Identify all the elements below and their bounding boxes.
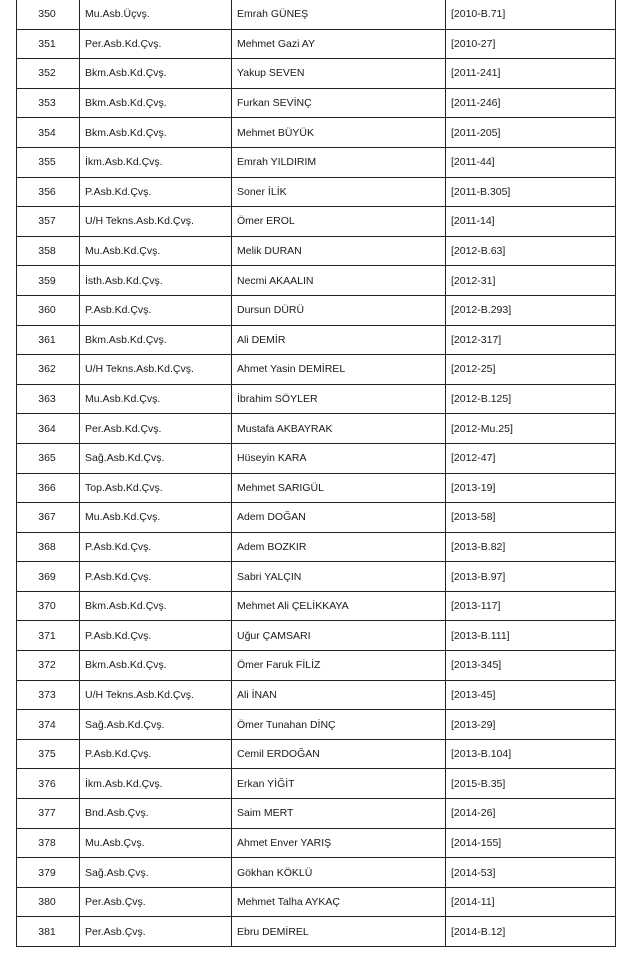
name-cell: Mehmet Talha AYKAÇ	[232, 887, 446, 917]
registry-code-cell: [2012-31]	[446, 266, 616, 296]
registry-code-cell: [2013-19]	[446, 473, 616, 503]
name-cell: Necmi AKAALIN	[232, 266, 446, 296]
row-number-cell: 368	[17, 532, 80, 562]
row-number-cell: 366	[17, 473, 80, 503]
registry-code-cell: [2014-26]	[446, 799, 616, 829]
table-row	[17, 473, 616, 503]
table-row	[17, 858, 616, 888]
name-cell: Ömer Faruk FİLİZ	[232, 651, 446, 681]
registry-code-cell: [2012-Mu.25]	[446, 414, 616, 444]
row-number-cell: 357	[17, 207, 80, 237]
row-number-cell: 370	[17, 591, 80, 621]
row-number-cell: 364	[17, 414, 80, 444]
row-number-cell: 381	[17, 917, 80, 947]
rank-cell: İkm.Asb.Kd.Çvş.	[80, 147, 232, 177]
registry-code-cell: [2014-B.12]	[446, 917, 616, 947]
row-number-cell: 379	[17, 858, 80, 888]
row-number-cell: 356	[17, 177, 80, 207]
name-cell: Mehmet SARIGÜL	[232, 473, 446, 503]
personnel-list-page	[16, 0, 600, 947]
table-row	[17, 769, 616, 799]
name-cell: Ahmet Yasin DEMİREL	[232, 355, 446, 385]
name-cell: İbrahim SÖYLER	[232, 384, 446, 414]
rank-cell: Per.Asb.Kd.Çvş.	[80, 414, 232, 444]
row-number-cell: 372	[17, 651, 80, 681]
rank-cell: P.Asb.Kd.Çvş.	[80, 562, 232, 592]
name-cell: Dursun DÜRÜ	[232, 295, 446, 325]
rank-cell: Bkm.Asb.Kd.Çvş.	[80, 118, 232, 148]
rank-cell: Bkm.Asb.Kd.Çvş.	[80, 325, 232, 355]
registry-code-cell: [2013-117]	[446, 591, 616, 621]
table-row	[17, 651, 616, 681]
registry-code-cell: [2010-B.71]	[446, 0, 616, 29]
name-cell: Uğur ÇAMSARI	[232, 621, 446, 651]
table-row	[17, 177, 616, 207]
rank-cell: U/H Tekns.Asb.Kd.Çvş.	[80, 355, 232, 385]
rank-cell: Per.Asb.Çvş.	[80, 917, 232, 947]
rank-cell: İkm.Asb.Kd.Çvş.	[80, 769, 232, 799]
rank-cell: U/H Tekns.Asb.Kd.Çvş.	[80, 207, 232, 237]
rank-cell: Sağ.Asb.Çvş.	[80, 858, 232, 888]
table-row	[17, 384, 616, 414]
table-row	[17, 710, 616, 740]
name-cell: Ebru DEMİREL	[232, 917, 446, 947]
table-row	[17, 562, 616, 592]
name-cell: Ömer EROL	[232, 207, 446, 237]
registry-code-cell: [2013-29]	[446, 710, 616, 740]
table-row	[17, 88, 616, 118]
registry-code-cell: [2012-B.125]	[446, 384, 616, 414]
row-number-cell: 378	[17, 828, 80, 858]
name-cell: Emrah YILDIRIM	[232, 147, 446, 177]
table-row	[17, 828, 616, 858]
table-row	[17, 236, 616, 266]
registry-code-cell: [2012-B.63]	[446, 236, 616, 266]
registry-code-cell: [2015-B.35]	[446, 769, 616, 799]
row-number-cell: 369	[17, 562, 80, 592]
table-row	[17, 207, 616, 237]
registry-code-cell: [2011-B.305]	[446, 177, 616, 207]
registry-code-cell: [2014-53]	[446, 858, 616, 888]
rank-cell: U/H Tekns.Asb.Kd.Çvş.	[80, 680, 232, 710]
row-number-cell: 361	[17, 325, 80, 355]
row-number-cell: 352	[17, 59, 80, 89]
table-row	[17, 355, 616, 385]
name-cell: Mehmet BÜYÜK	[232, 118, 446, 148]
rank-cell: Per.Asb.Kd.Çvş.	[80, 29, 232, 59]
name-cell: Yakup SEVEN	[232, 59, 446, 89]
rank-cell: P.Asb.Kd.Çvş.	[80, 621, 232, 651]
name-cell: Ömer Tunahan DİNÇ	[232, 710, 446, 740]
name-cell: Furkan SEVİNÇ	[232, 88, 446, 118]
row-number-cell: 373	[17, 680, 80, 710]
name-cell: Adem BOZKIR	[232, 532, 446, 562]
name-cell: Melik DURAN	[232, 236, 446, 266]
registry-code-cell: [2012-317]	[446, 325, 616, 355]
table-row	[17, 414, 616, 444]
rank-cell: Per.Asb.Çvş.	[80, 887, 232, 917]
rank-cell: Mu.Asb.Kd.Çvş.	[80, 503, 232, 533]
registry-code-cell: [2011-246]	[446, 88, 616, 118]
name-cell: Ahmet Enver YARIŞ	[232, 828, 446, 858]
registry-code-cell: [2011-241]	[446, 59, 616, 89]
rank-cell: Sağ.Asb.Kd.Çvş.	[80, 710, 232, 740]
table-row	[17, 443, 616, 473]
table-row	[17, 266, 616, 296]
registry-code-cell: [2013-B.82]	[446, 532, 616, 562]
name-cell: Adem DOĞAN	[232, 503, 446, 533]
row-number-cell: 371	[17, 621, 80, 651]
name-cell: Gökhan KÖKLÜ	[232, 858, 446, 888]
registry-code-cell: [2014-155]	[446, 828, 616, 858]
registry-code-cell: [2012-25]	[446, 355, 616, 385]
row-number-cell: 365	[17, 443, 80, 473]
table-row	[17, 325, 616, 355]
rank-cell: Top.Asb.Kd.Çvş.	[80, 473, 232, 503]
name-cell: Mustafa AKBAYRAK	[232, 414, 446, 444]
table-row	[17, 887, 616, 917]
name-cell: Ali DEMİR	[232, 325, 446, 355]
name-cell: Hüseyin KARA	[232, 443, 446, 473]
registry-code-cell: [2011-14]	[446, 207, 616, 237]
row-number-cell: 375	[17, 739, 80, 769]
rank-cell: P.Asb.Kd.Çvş.	[80, 295, 232, 325]
name-cell: Saim MERT	[232, 799, 446, 829]
table-row	[17, 503, 616, 533]
name-cell: Erkan YİĞİT	[232, 769, 446, 799]
table-row	[17, 621, 616, 651]
row-number-cell: 376	[17, 769, 80, 799]
rank-cell: Bkm.Asb.Kd.Çvş.	[80, 59, 232, 89]
rank-cell: İsth.Asb.Kd.Çvş.	[80, 266, 232, 296]
rank-cell: P.Asb.Kd.Çvş.	[80, 739, 232, 769]
table-row	[17, 147, 616, 177]
rank-cell: Bkm.Asb.Kd.Çvş.	[80, 88, 232, 118]
row-number-cell: 355	[17, 147, 80, 177]
name-cell: Emrah GÜNEŞ	[232, 0, 446, 29]
registry-code-cell: [2014-11]	[446, 887, 616, 917]
registry-code-cell: [2010-27]	[446, 29, 616, 59]
rank-cell: Mu.Asb.Kd.Çvş.	[80, 236, 232, 266]
rank-cell: P.Asb.Kd.Çvş.	[80, 532, 232, 562]
table-row	[17, 118, 616, 148]
rank-cell: P.Asb.Kd.Çvş.	[80, 177, 232, 207]
name-cell: Sabri YALÇIN	[232, 562, 446, 592]
registry-code-cell: [2013-345]	[446, 651, 616, 681]
rank-cell: Mu.Asb.Üçvş.	[80, 0, 232, 29]
row-number-cell: 377	[17, 799, 80, 829]
table-row	[17, 680, 616, 710]
table-row	[17, 917, 616, 947]
registry-code-cell: [2013-58]	[446, 503, 616, 533]
registry-code-cell: [2013-45]	[446, 680, 616, 710]
row-number-cell: 374	[17, 710, 80, 740]
registry-code-cell: [2012-47]	[446, 443, 616, 473]
row-number-cell: 380	[17, 887, 80, 917]
table-row	[17, 295, 616, 325]
table-row	[17, 0, 616, 29]
row-number-cell: 351	[17, 29, 80, 59]
rank-cell: Bnd.Asb.Çvş.	[80, 799, 232, 829]
name-cell: Ali İNAN	[232, 680, 446, 710]
row-number-cell: 350	[17, 0, 80, 29]
table-row	[17, 59, 616, 89]
table-row	[17, 532, 616, 562]
row-number-cell: 363	[17, 384, 80, 414]
registry-code-cell: [2011-205]	[446, 118, 616, 148]
name-cell: Mehmet Ali ÇELİKKAYA	[232, 591, 446, 621]
name-cell: Cemil ERDOĞAN	[232, 739, 446, 769]
registry-code-cell: [2013-B.111]	[446, 621, 616, 651]
row-number-cell: 354	[17, 118, 80, 148]
registry-code-cell: [2013-B.97]	[446, 562, 616, 592]
row-number-cell: 367	[17, 503, 80, 533]
registry-code-cell: [2012-B.293]	[446, 295, 616, 325]
table-row	[17, 799, 616, 829]
row-number-cell: 360	[17, 295, 80, 325]
table-row	[17, 29, 616, 59]
name-cell: Soner İLİK	[232, 177, 446, 207]
name-cell: Mehmet Gazi AY	[232, 29, 446, 59]
table-row	[17, 739, 616, 769]
row-number-cell: 359	[17, 266, 80, 296]
rank-cell: Sağ.Asb.Kd.Çvş.	[80, 443, 232, 473]
row-number-cell: 362	[17, 355, 80, 385]
personnel-table	[16, 0, 616, 947]
row-number-cell: 353	[17, 88, 80, 118]
rank-cell: Mu.Asb.Kd.Çvş.	[80, 384, 232, 414]
personnel-table-body	[17, 0, 616, 947]
rank-cell: Mu.Asb.Çvş.	[80, 828, 232, 858]
registry-code-cell: [2011-44]	[446, 147, 616, 177]
row-number-cell: 358	[17, 236, 80, 266]
registry-code-cell: [2013-B.104]	[446, 739, 616, 769]
rank-cell: Bkm.Asb.Kd.Çvş.	[80, 651, 232, 681]
table-row	[17, 591, 616, 621]
rank-cell: Bkm.Asb.Kd.Çvş.	[80, 591, 232, 621]
